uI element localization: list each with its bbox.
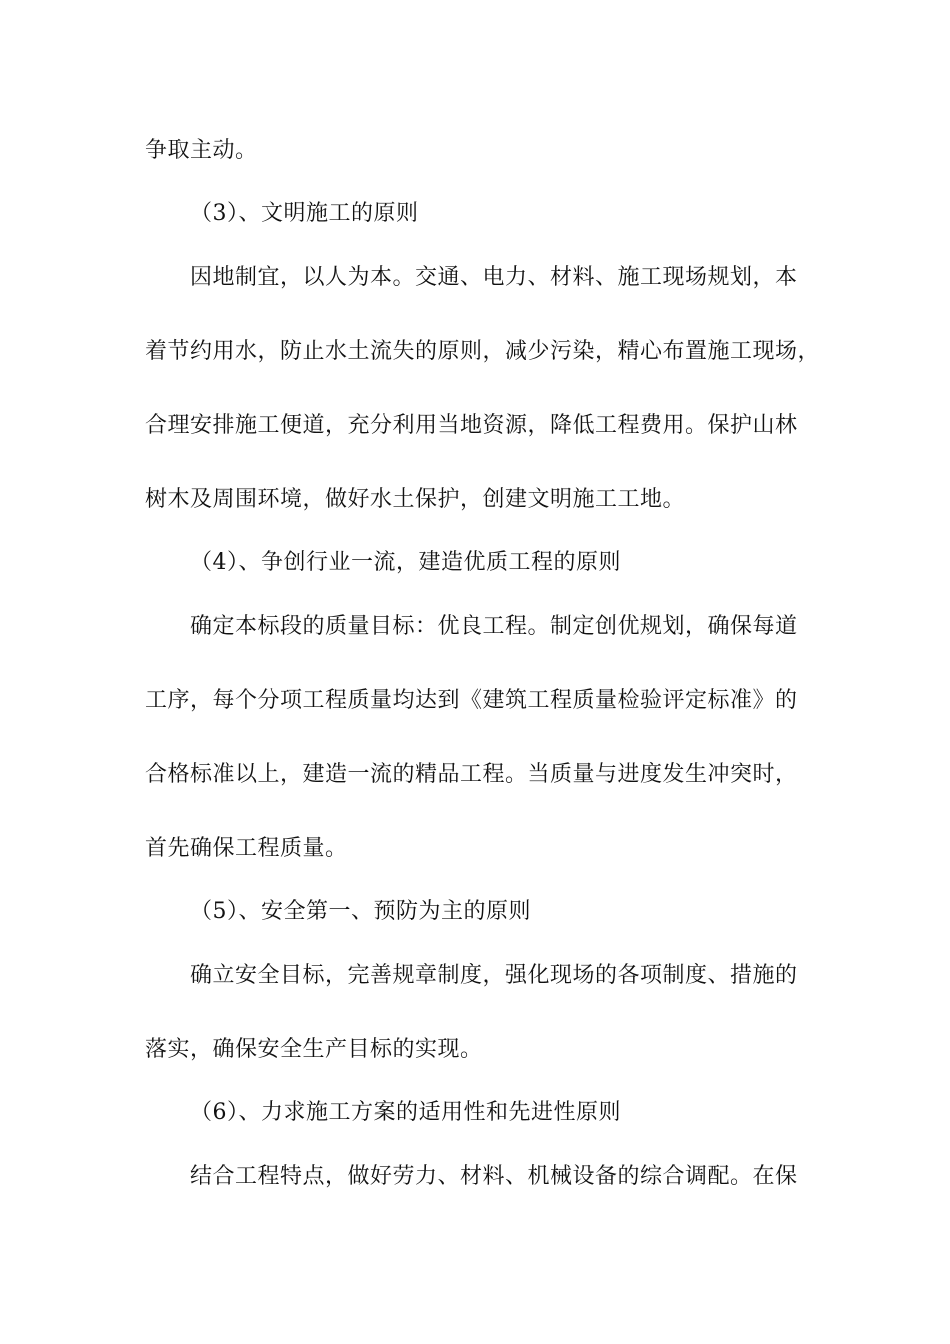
paragraph-line: 首先确保工程质量。 [145,836,348,861]
paragraph-line: 工序，每个分项工程质量均达到《建筑工程质量检验评定标准》的 [145,688,798,713]
paragraph-line: 确立安全目标，完善规章制度，强化现场的各项制度、措施的 [190,963,798,988]
paragraph-line: 落实，确保安全生产目标的实现。 [145,1037,483,1062]
paragraph-line: 合格标准以上，建造一流的精品工程。当质量与进度发生冲突时， [145,762,798,787]
paragraph-line: 树木及周围环境，做好水土保护，创建文明施工工地。 [145,487,686,512]
paragraph-line: 争取主动。 [145,138,258,163]
paragraph-line: 合理安排施工便道，充分利用当地资源，降低工程费用。保护山林 [145,413,798,438]
paragraph-line: 结合工程特点，做好劳力、材料、机械设备的综合调配。在保 [190,1164,798,1189]
section-heading-3: （3）、文明施工的原则 [190,201,419,226]
paragraph-line: 着节约用水，防止水土流失的原则，减少污染，精心布置施工现场， [145,339,821,364]
section-heading-4: （4）、争创行业一流，建造优质工程的原则 [190,550,621,575]
paragraph-line: 确定本标段的质量目标：优良工程。制定创优规划，确保每道 [190,614,798,639]
paragraph-line: 因地制宜，以人为本。交通、电力、材料、施工现场规划，本 [190,265,798,290]
section-heading-6: （6）、力求施工方案的适用性和先进性原则 [190,1100,621,1125]
section-heading-5: （5）、安全第一、预防为主的原则 [190,899,531,924]
